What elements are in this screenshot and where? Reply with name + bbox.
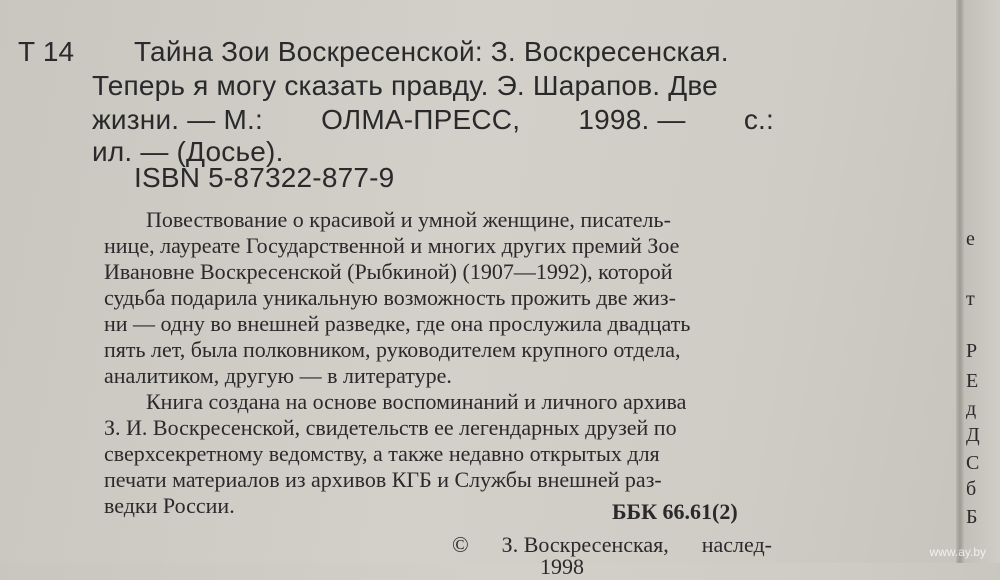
facing-letter-6: Д <box>966 424 980 446</box>
facing-letter-3: Р <box>966 340 978 362</box>
annotation2-line-3: сверхсекретному ведомству, а также недавно открытых для <box>104 441 660 466</box>
bibliographic-line-2: Теперь я могу сказать правду. Э. Шарапов. Две <box>92 70 718 101</box>
bbk-code: ББК 66.61(2) <box>612 499 738 524</box>
annotation-line-2: нице, лауреате Государственной и многих других премий Зое <box>104 233 680 258</box>
annotation-line-4: судьба подарила уникальную возможность прожить две жиз- <box>104 285 676 310</box>
annotation-line-5: ни — одну во внешней разведке, где она прослужила двадцать <box>104 311 691 336</box>
annotation2-line-5: ведки России. <box>104 493 235 518</box>
facing-letter-4: Е <box>966 370 979 392</box>
facing-letter-7: С <box>966 452 980 474</box>
isbn: ISBN 5-87322-877-9 <box>134 162 395 193</box>
bibliographic-line-3-part-4: с.: <box>743 104 774 135</box>
copyright-heirs: наслед- <box>701 532 772 557</box>
copyright-symbol: © <box>452 532 469 557</box>
bibliographic-line-3-part-2: ОЛМА-ПРЕСС, <box>321 104 521 135</box>
copyright-author: З. Воскресенская, <box>501 532 669 557</box>
bibliographic-line-4: ил. — (Досье). <box>92 136 284 167</box>
bibliographic-line-1: Тайна Зои Воскресенской: З. Воскресенская. <box>134 36 729 67</box>
bibliographic-line-3-part-3: 1998. — <box>578 104 686 135</box>
facing-letter-2: т <box>966 288 975 310</box>
bibliographic-line-3 <box>92 104 774 136</box>
facing-letter-5: д <box>966 398 977 420</box>
annotation2-line-2: З. И. Воскресенской, свидетельств ее легендарных друзей по <box>104 415 677 440</box>
bibliographic-line-3-part-1: жизни. — М.: <box>92 104 263 135</box>
catalog-code: Т 14 <box>18 36 75 67</box>
copyright-line <box>452 532 772 558</box>
page-fold <box>956 0 964 563</box>
facing-letter-8: б <box>966 478 977 500</box>
annotation-line-1: Повествование о красивой и умной женщине, писатель- <box>146 207 671 232</box>
facing-letter-9: Б <box>966 506 978 528</box>
annotation2-line-1: Книга создана на основе воспоминаний и личного архива <box>146 389 687 414</box>
facing-page-edge <box>964 0 1000 563</box>
annotation-line-6: пять лет, была полковником, руководителем крупного отдела, <box>104 337 681 362</box>
annotation-line-7: аналитиком, другую — в литературе. <box>104 363 452 388</box>
watermark: www.ay.by <box>929 545 986 559</box>
annotation2-line-4: печати материалов из архивов КГБ и Службы внешней раз- <box>104 467 662 492</box>
annotation-line-3: Ивановне Воскресенской (Рыбкиной) (1907—1992), которой <box>104 259 673 284</box>
facing-letter-1: е <box>966 228 975 250</box>
copyright-year-cut: 1998 <box>540 554 584 579</box>
